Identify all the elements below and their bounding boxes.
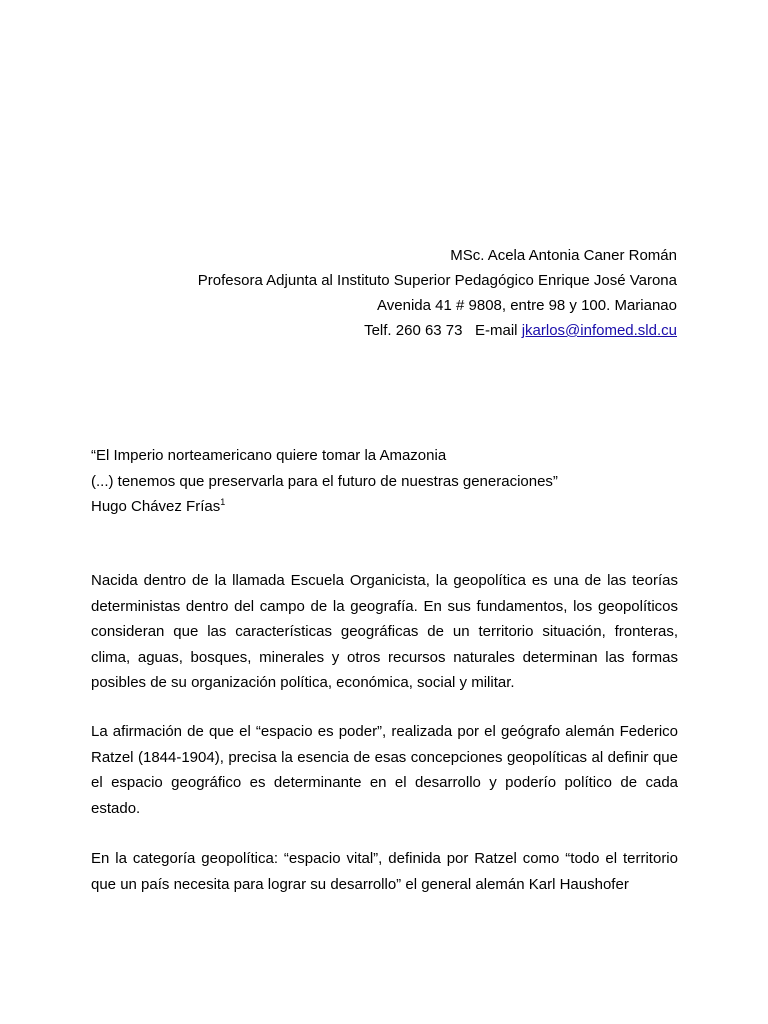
epigraph-line-1: “El Imperio norteamericano quiere tomar la Amazonia xyxy=(91,447,447,464)
paragraph-text: En la categoría geopolítica: “espacio vital”, definida por Ratzel como “todo el territorio que un país necesita para lograr su desarrollo” el general alemán Karl Haushofer xyxy=(91,850,678,893)
epigraph-attribution-line xyxy=(91,494,558,520)
author-address: Avenida 41 # 9808, entre 98 y 100. Marianao xyxy=(377,297,677,314)
epigraph-attribution: Hugo Chávez Frías xyxy=(91,498,221,515)
paragraph-2 xyxy=(91,719,678,821)
email-link[interactable]: jkarlos@infomed.sld.cu xyxy=(521,322,677,339)
author-position: Profesora Adjunta al Instituto Superior Pedagógico Enrique José Varona xyxy=(197,272,677,289)
email-label: E-mail xyxy=(475,322,518,339)
author-contact xyxy=(198,318,677,343)
paragraph-text: Nacida dentro de la llamada Escuela Organicista, la geopolítica es una de las teorías deterministas dentro del campo de la geografía. En sus fundamentos, los geopolíticos consideran que las características geográficas de un territorio situación, fronteras, clima, aguas, bosques, minerales y otros recursos naturales determinan las formas posibles de su organización política, económica, social y militar. xyxy=(91,572,678,691)
author-name: MSc. Acela Antonia Caner Román xyxy=(450,247,677,264)
epigraph xyxy=(91,443,558,520)
paragraph-3 xyxy=(91,846,678,897)
paragraph-1 xyxy=(91,568,678,696)
author-header xyxy=(198,243,677,343)
paragraph-text: La afirmación de que el “espacio es poder”, realizada por el geógrafo alemán Federico Ratzel (1844-1904), precisa la esencia de esas concepciones geopolíticas al definir que el espacio geográfico es determinante en el desarrollo y poderío político de cada estado. xyxy=(91,723,678,817)
epigraph-line-2: (...) tenemos que preservarla para el futuro de nuestras generaciones” xyxy=(91,472,558,490)
author-phone: Telf. 260 63 73 xyxy=(364,322,463,339)
footnote-reference[interactable]: 1 xyxy=(220,497,226,507)
